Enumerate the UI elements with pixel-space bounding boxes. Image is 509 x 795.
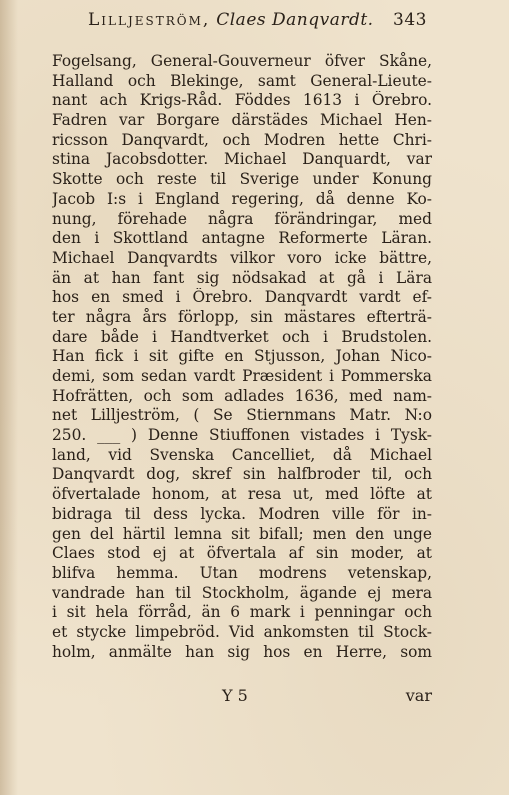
text-line: stina Jacobsdotter. Michael Danquardt, var xyxy=(52,150,432,169)
text-line: Hofrätten, och som adlades 1636, med nam- xyxy=(52,386,432,405)
text-line: ricsson Danqvardt, och Modren hette Chri- xyxy=(52,130,432,149)
text-line: bidraga til dess lycka. Modren ville för in- xyxy=(52,504,432,523)
text-line: Halland och Blekinge, samt General-Lieute- xyxy=(52,71,432,90)
running-head xyxy=(88,10,438,36)
page-footer xyxy=(52,686,432,708)
running-head-author: Lilljeström, xyxy=(88,10,211,30)
text-line: Jacob I:s i England regering, då denne Ko- xyxy=(52,189,432,208)
signature-mark: Y 5 xyxy=(222,686,248,705)
text-line: öfvertalade honom, at resa ut, med löfte at xyxy=(52,485,432,504)
text-line: land, vid Svenska Cancelliet, då Michael xyxy=(52,445,432,464)
text-line: gen del härtil lemna sit bifall; men den unge xyxy=(52,524,432,543)
text-line: demi, som sedan vardt Præsident i Pommerska xyxy=(52,367,432,385)
running-head-name: Claes Danqvardt. xyxy=(216,10,374,30)
text-line: 250. ___ ) Denne Stiuffonen vistades i Tysk- xyxy=(52,426,432,445)
text-line: Michael Danqvardts vilkor voro icke bättre, xyxy=(52,248,432,267)
body-text xyxy=(52,52,432,662)
text-line: Danqvardt dog, skref sin halfbroder til, och xyxy=(52,465,432,484)
text-line: Fogelsang, General-Gouverneur öfver Skåne, xyxy=(52,52,432,70)
text-line: Fadren var Borgare därstädes Michael Hen- xyxy=(52,111,432,130)
text-line: net Lilljeström, ( Se Stiernmans Matr. N:o xyxy=(52,406,432,425)
text-line: Claes stod ej at öfvertala af sin moder, at xyxy=(52,544,432,563)
catchword: var xyxy=(405,686,432,705)
page-gutter-shadow xyxy=(0,0,18,795)
text-line: dare både i Handtverket och i Brudstolen. xyxy=(52,327,432,346)
text-line: än at han fant sig nödsakad at gå i Lära xyxy=(52,268,432,287)
text-line: Han fick i sit gifte en Stjusson, Johan Nico- xyxy=(52,347,432,366)
text-line: vandrade han til Stockholm, ägande ej mera xyxy=(52,583,432,602)
text-line: Skotte och reste til Sverige under Konung xyxy=(52,170,432,189)
text-line: nung, förehade några förändringar, med xyxy=(52,209,432,228)
text-line: blifva hemma. Utan modrens vetenskap, xyxy=(52,563,432,582)
text-line: hos en smed i Örebro. Danqvardt vardt ef- xyxy=(52,288,432,307)
page-number: 343 xyxy=(393,10,427,30)
text-line: et stycke limpebröd. Vid ankomsten til Stock- xyxy=(52,622,432,641)
text-line: holm, anmälte han sig hos en Herre, som xyxy=(52,642,432,661)
text-line: i sit hela förråd, än 6 mark i penningar och xyxy=(52,603,432,622)
text-line: ter några års förlopp, sin mästares efterträ- xyxy=(52,307,432,326)
text-line: nant ach Krigs-Råd. Föddes 1613 i Örebro. xyxy=(52,91,432,110)
text-line: den i Skottland antagne Reformerte Läran. xyxy=(52,229,432,248)
